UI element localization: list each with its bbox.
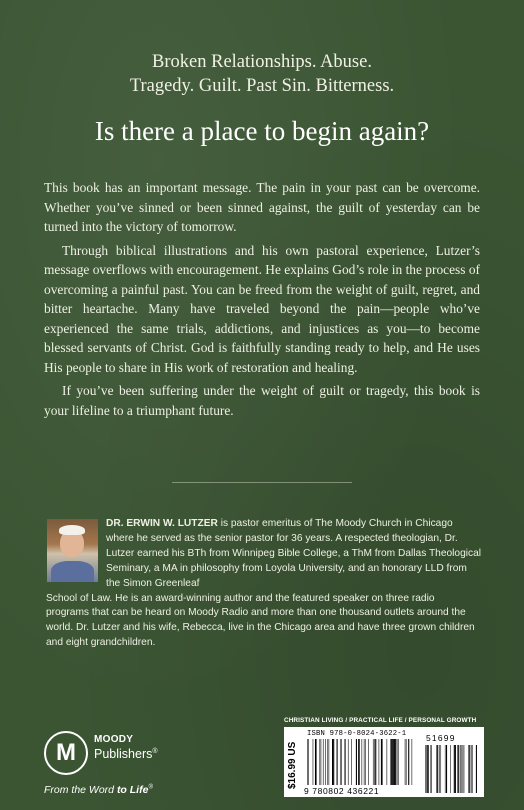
publisher-name — [94, 735, 158, 761]
isbn-barcode-digits: 9 780802 436221 — [304, 786, 380, 796]
price-barcode-icon — [424, 745, 478, 793]
headline: Is there a place to begin again? — [94, 116, 430, 146]
author-bio-text-2: School of Law. He is an award-winning author and the featured speaker on three radio programs that can be heard on Moody Radio and more than one thousand outlets around the world. Dr. Lutzer and his wife, Rebecca, live in the Chicago area and have three grown children and eight grandchildren. — [46, 592, 475, 649]
author-photo — [47, 519, 98, 582]
price-barcode-digits: 51699 — [426, 733, 456, 743]
book-description — [44, 178, 480, 420]
barcode-panel — [284, 727, 484, 797]
author-name: DR. ERWIN W. LUTZER — [106, 518, 218, 529]
publisher-name-bottom: Publishers — [94, 747, 153, 762]
price-label: $16.99 US — [287, 741, 298, 789]
author-bio — [46, 517, 482, 651]
publisher-logo-letter: M — [56, 739, 76, 766]
publisher-trademark: ® — [152, 748, 158, 755]
isbn-label: ISBN 978-0-8024-3622-1 — [307, 730, 407, 738]
tagline-line-2: Tragedy. Guilt. Past Sin. Bitterness. — [129, 76, 395, 96]
tagline — [0, 50, 524, 98]
publisher-motto-start: From the Word — [44, 784, 117, 796]
description-paragraph-2: Through biblical illustrations and his own pastoral experience, Lutzer’s message overflows with encouragement. He explains God’s role in the process of overcoming a painful past. You can be freed from the weight of guilt, regret, and bitter heartache. Many have traveled beyond the pain—people who’ve experienced the same trials, addictions, and injustices as you—to become blessed servants of Christ. God is faithfully standing ready to help, and He uses His people to share in His work of restoration and healing. — [44, 242, 480, 375]
isbn-barcode-icon — [306, 739, 416, 785]
publisher-motto-mark: ® — [148, 784, 153, 791]
section-divider — [172, 482, 352, 483]
publisher-motto-end: to Life — [116, 784, 149, 796]
tagline-line-1: Broken Relationships. Abuse. — [152, 52, 372, 72]
description-paragraph-3: If you’ve been suffering under the weight of guilt or tragedy, this book is your lifeline to a triumphant future. — [44, 383, 480, 418]
description-paragraph-1: This book has an important message. The pain in your past can be overcome. Whether you’ve sinned or been sinned against, the guilt of yesterday can be turned into the victory of tomorrow. — [44, 180, 480, 234]
author-bio-text-1: is pastor emeritus of The Moody Church in Chicago where he served as the senior pastor for 36 years. A respected theologian, Dr. Lutzer earned his BTh from Winnipeg Bible College, a ThM from Dallas Theological Seminary, a MA in philosophy from Loyola University, and an honorary LLD from the Simon Greenleaf — [106, 518, 482, 589]
book-categories: CHRISTIAN LIVING / PRACTICAL LIFE / PERSONAL GROWTH — [284, 717, 477, 724]
publisher-name-top: MOODY — [94, 734, 134, 745]
publisher-logo-icon — [44, 731, 88, 775]
publisher-motto — [44, 784, 153, 796]
